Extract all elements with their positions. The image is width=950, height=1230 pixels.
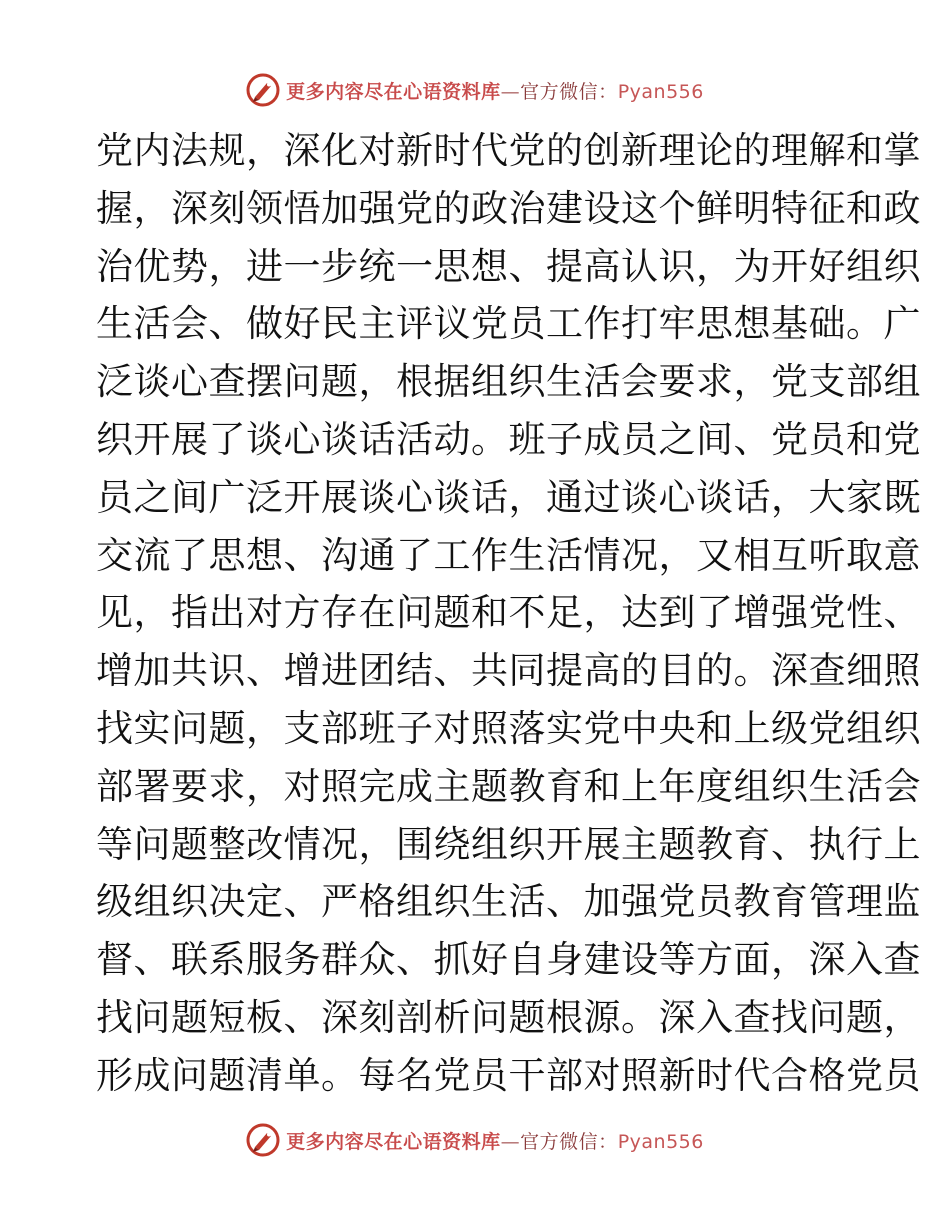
footer-library-text: 更多内容尽在心语资料库 <box>286 1130 501 1153</box>
header-wechat-id: Pyan556 <box>617 80 704 103</box>
body-line: 找实问题，支部班子对照落实党中央和上级党组织 <box>96 706 921 750</box>
pen-logo-icon <box>246 73 280 107</box>
body-line: 形成问题清单。每名党员干部对照新时代合格党员 <box>96 1053 921 1097</box>
body-line: 找问题短板、深刻剖析问题根源。深入查找问题， <box>96 995 921 1039</box>
body-line: 握，深刻领悟加强党的政治建设这个鲜明特征和政 <box>96 186 921 230</box>
body-line: 员之间广泛开展谈心谈话，通过谈心谈话，大家既 <box>96 475 921 519</box>
footer-official-label: 官方微信： <box>520 1130 618 1153</box>
header-library-text: 更多内容尽在心语资料库 <box>286 80 501 103</box>
body-line: 生活会、做好民主评议党员工作打牢思想基础。广 <box>96 302 921 346</box>
body-line: 部署要求，对照完成主题教育和上年度组织生活会 <box>96 764 921 808</box>
body-line: 交流了思想、沟通了工作生活情况，又相互听取意 <box>96 533 921 577</box>
footer-banner <box>0 1120 950 1160</box>
body-line: 增加共识、增进团结、共同提高的目的。深查细照 <box>96 649 921 693</box>
footer-text <box>286 1127 704 1154</box>
footer-wechat-id: Pyan556 <box>617 1130 704 1153</box>
footer-separator: — <box>500 1130 521 1153</box>
header-text <box>286 77 704 104</box>
body-line: 见，指出对方存在问题和不足，达到了增强党性、 <box>96 591 921 635</box>
body-line: 级组织决定、严格组织生活、加强党员教育管理监 <box>96 880 921 924</box>
pen-logo-icon <box>246 1123 280 1157</box>
body-line: 治优势，进一步统一思想、提高认识，为开好组织 <box>96 244 921 288</box>
body-line: 泛谈心查摆问题，根据组织生活会要求，党支部组 <box>96 360 921 404</box>
header-banner <box>0 70 950 110</box>
document-body <box>96 122 921 1105</box>
body-line: 督、联系服务群众、抓好自身建设等方面，深入查 <box>96 938 921 982</box>
body-line: 织开展了谈心谈话活动。班子成员之间、党员和党 <box>96 417 921 461</box>
body-line: 等问题整改情况，围绕组织开展主题教育、执行上 <box>96 822 921 866</box>
body-line: 党内法规，深化对新时代党的创新理论的理解和掌 <box>96 129 921 172</box>
header-official-label: 官方微信： <box>520 80 618 103</box>
header-separator: — <box>500 80 521 103</box>
